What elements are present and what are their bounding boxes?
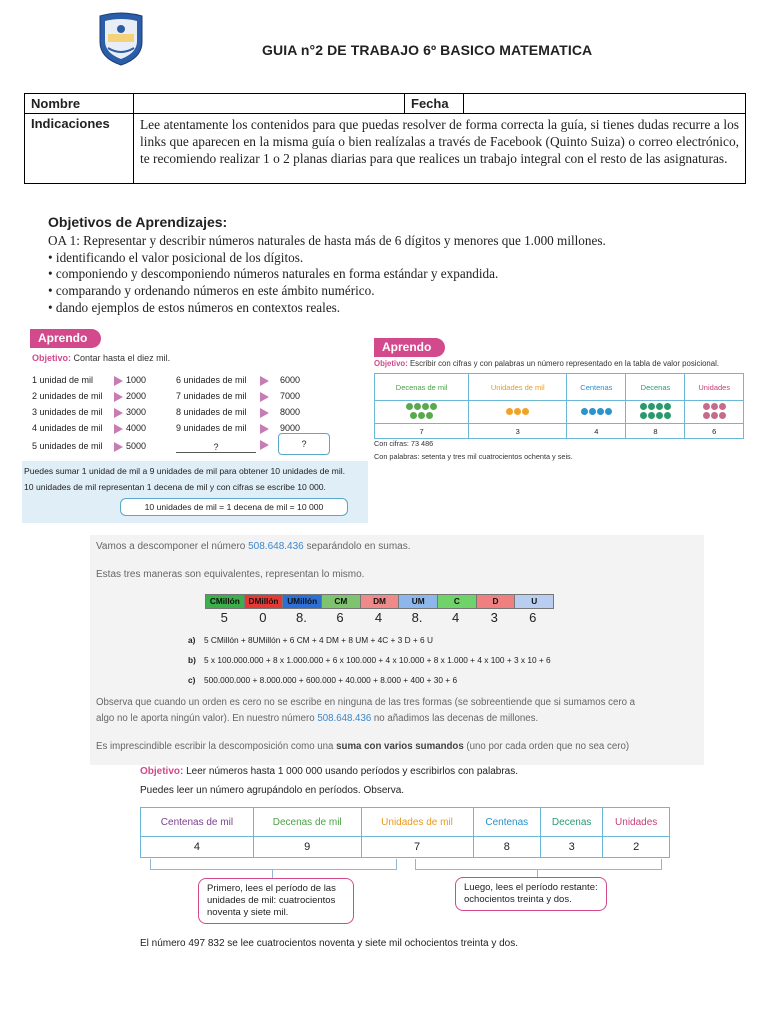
value-cell: 6: [685, 424, 744, 439]
imp-bold: suma con varios sumandos: [336, 741, 464, 752]
objetivo-text: Escribir con cifras y con palabras un número representado en la tabla de valor posicional.: [409, 359, 719, 368]
aprendo-panel-count-ten-thousand: [22, 326, 368, 523]
aprendo-panel-place-value: [370, 335, 746, 465]
pv-digit: 4: [452, 610, 460, 625]
header-unidades: Unidades: [685, 374, 744, 401]
pv-digit: 5: [220, 610, 228, 625]
count-label: 6 unidades de mil: [176, 375, 247, 385]
count-label: 3 unidades de mil: [32, 407, 103, 417]
place-value-header-bar: [205, 594, 554, 609]
counter-dot: [414, 403, 421, 410]
header-decenas: Decenas: [626, 374, 685, 401]
pv-digit: 4: [374, 610, 383, 625]
value-cell: 7: [375, 424, 469, 439]
count-label: 7 unidades de mil: [176, 391, 247, 401]
aprendo-badge: Aprendo: [374, 338, 445, 357]
question-box: ?: [278, 433, 330, 455]
objetivo-text: Leer números hasta 1 000 000 usando períodos y escribirlos con palabras.: [186, 766, 518, 777]
dots-cell: [567, 401, 626, 424]
count-value: 9000: [280, 423, 301, 433]
count-value: 4000: [126, 423, 147, 433]
counter-dot: [589, 408, 596, 415]
intro-text: separándolo en sumas.: [303, 541, 411, 552]
eq-text: 5 CMillón + 8UMillón + 6 CM + 4 DM + 8 UM + 4C + 3 D + 6 U: [204, 635, 433, 645]
school-crest-logo: [96, 12, 146, 66]
header-text: Unidades: [615, 816, 658, 828]
arrow-right-icon: [114, 376, 123, 386]
counter-dot: [711, 412, 718, 419]
count-label: 4 unidades de mil: [32, 423, 103, 433]
counter-dot: [410, 412, 417, 419]
header-text: Decenas: [551, 816, 592, 828]
pv-label: DMillón: [245, 595, 284, 608]
count-value: 3000: [126, 407, 147, 417]
objetivo-text: Contar hasta el diez mil.: [73, 353, 171, 363]
count-label: 1 unidad de mil: [32, 375, 94, 385]
con-palabras-text: Con palabras: setenta y tres mil cuatrocientos ochenta y seis.: [374, 452, 573, 461]
pv-label: U: [515, 595, 553, 608]
value-cell: 4: [141, 837, 254, 858]
equation-b: [188, 655, 551, 665]
count-label: 9 unidades de mil: [176, 423, 247, 433]
arrow-right-icon: [114, 408, 123, 418]
counter-dot: [581, 408, 588, 415]
counter-dot: [719, 403, 726, 410]
arrow-right-icon: [260, 440, 269, 450]
period-brace-left: [150, 859, 397, 870]
imp-text: Es imprescindible escribir la descomposición como una: [96, 741, 337, 752]
counter-dot: [656, 412, 663, 419]
header-text: Centenas de mil: [160, 816, 234, 828]
counter-dot: [656, 403, 663, 410]
eq-label: a): [188, 635, 196, 645]
objective-line: [374, 359, 719, 368]
arrow-right-icon: [260, 408, 269, 418]
pv-digit: 8.: [411, 610, 423, 625]
arrow-right-icon: [260, 376, 269, 386]
eq-label: c): [188, 675, 196, 685]
nombre-field[interactable]: [134, 94, 405, 114]
header-decenas-de-mil: [253, 808, 361, 837]
header-text: Centenas: [485, 816, 529, 828]
counter-dot: [605, 408, 612, 415]
objective-bullet: • comparando y ordenando números en este ámbito numérico.: [48, 283, 375, 299]
counter-dot: [640, 412, 647, 419]
counter-dot: [426, 412, 433, 419]
objetivo-label: Objetivo:: [140, 766, 184, 777]
pv-digit: 8.: [295, 610, 307, 625]
obs-text: no añadimos las decenas de millones.: [371, 713, 539, 724]
counter-dot: [597, 408, 604, 415]
connector-line: [537, 869, 538, 877]
counter-dot: [430, 403, 437, 410]
note-line: Puedes sumar 1 unidad de mil a 9 unidades de mil para obtener 10 unidades de mil.: [24, 466, 346, 476]
header-text: Unidades de mil: [381, 816, 453, 828]
obs-text: algo no le aporta ningún valor). En nuestro número: [96, 713, 318, 724]
periods-subtitle: Puedes leer un número agrupándolo en períodos. Observa.: [140, 785, 405, 796]
objectives-heading: Objetivos de Aprendizajes:: [48, 214, 228, 230]
question-blank: ?: [176, 443, 256, 453]
header-decenas-de-mil: Decenas de mil: [375, 374, 469, 401]
equivalence-text: Estas tres maneras son equivalentes, representan lo mismo.: [96, 569, 365, 580]
arrow-right-icon: [114, 424, 123, 434]
value-cell: 8: [473, 837, 540, 858]
counter-dot: [506, 408, 513, 415]
value-cell: 3: [469, 424, 567, 439]
count-value: 5000: [126, 441, 147, 451]
counter-dot: [664, 403, 671, 410]
value-cell: 7: [361, 837, 473, 858]
callout-first-period: Primero, lees el período de las unidades de mil: cuatrocientos noventa y siete mil.: [198, 878, 354, 924]
pv-label: CMillón: [206, 595, 245, 608]
dots-cell: [375, 401, 469, 424]
objetivo-label: Objetivo:: [32, 353, 72, 363]
decomposition-panel: [90, 535, 704, 765]
con-cifras-text: Con cifras: 73 486: [374, 439, 434, 448]
header-centenas: Centenas: [567, 374, 626, 401]
learning-objectives: [48, 214, 748, 317]
indicaciones-label: Indicaciones: [25, 114, 134, 184]
objective-bullet: • dando ejemplos de estos números en contextos reales.: [48, 299, 341, 315]
counter-dot: [711, 403, 718, 410]
pv-digit: 6: [336, 610, 344, 625]
value-cell: 3: [541, 837, 603, 858]
student-info-table: [24, 93, 746, 184]
count-value: 7000: [280, 391, 301, 401]
dots-cell: [685, 401, 744, 424]
callout-second-period: Luego, lees el período restante: ochocientos treinta y dos.: [455, 877, 607, 911]
pv-digit: 6: [529, 610, 537, 625]
arrow-right-icon: [114, 392, 123, 402]
counter-dot: [719, 412, 726, 419]
objective-line: [140, 766, 518, 777]
pv-label: CM: [322, 595, 361, 608]
pv-digit: 0: [259, 610, 267, 625]
header-unidades-de-mil: [361, 808, 473, 837]
counter-dot: [703, 403, 710, 410]
header-text: Decenas de mil: [272, 816, 342, 828]
indicaciones-text: Lee atentamente los contenidos para que puedas resolver de forma correcta la guía, si tienes dudas recurre a los links que aparecen en la misma guía o bien realízalas a través de Facebook (Quinto Suiza) o correo electrónico, te recomiendo realizar 1 o 2 planas diarias para que realices un trabajo integral con el resto de las asignaturas.: [134, 114, 746, 184]
place-value-digits: [205, 610, 552, 625]
value-cell: 2: [603, 837, 670, 858]
objective-bullet: • identificando el valor posicional de los dígitos.: [48, 249, 304, 265]
nombre-label: Nombre: [25, 94, 134, 114]
fecha-label: Fecha: [405, 94, 464, 114]
pv-digit: 3: [490, 610, 498, 625]
count-value: 1000: [126, 375, 147, 385]
note-line: 10 unidades de mil representan 1 decena de mil y con cifras se escribe 10 000.: [24, 482, 326, 492]
pv-label: UM: [399, 595, 438, 608]
eq-label: b): [188, 655, 196, 665]
periods-table: [140, 807, 670, 858]
page-title: GUIA n°2 DE TRABAJO 6º BASICO MATEMATICA: [262, 42, 593, 58]
pv-label: D: [477, 595, 516, 608]
observation-line1: Observa que cuando un orden es cero no se escribe en ninguna de las tres formas (se sobreentiende que si sumamos cero a: [96, 697, 636, 708]
highlighted-number: 508.648.436: [317, 713, 372, 724]
eq-text: 5 x 100.000.000 + 8 x 1.000.000 + 6 x 100.000 + 4 x 10.000 + 8 x 1.000 + 4 x 100 + 3 x 10 + 6: [204, 655, 551, 665]
count-value: 8000: [280, 407, 301, 417]
imprescindible-line: [96, 741, 629, 752]
arrow-right-icon: [260, 392, 269, 402]
counter-dot: [406, 403, 413, 410]
fecha-field[interactable]: [464, 94, 746, 114]
equation-c: [188, 675, 457, 685]
counter-dot: [522, 408, 529, 415]
count-value: 2000: [126, 391, 147, 401]
note-equation-box: 10 unidades de mil = 1 decena de mil = 10 000: [120, 498, 348, 516]
count-label: 5 unidades de mil: [32, 441, 103, 451]
counter-dot: [514, 408, 521, 415]
period-brace-right: [415, 859, 662, 870]
final-reading-sentence: El número 497 832 se lee cuatrocientos noventa y siete mil ochocientos treinta y dos.: [140, 938, 518, 949]
counter-dot: [648, 403, 655, 410]
value-cell: 8: [626, 424, 685, 439]
counter-dot: [422, 403, 429, 410]
counter-dot: [418, 412, 425, 419]
counter-dot: [664, 412, 671, 419]
counter-dot: [640, 403, 647, 410]
eq-text: 500.000.000 + 8.000.000 + 600.000 + 40.000 + 8.000 + 400 + 30 + 6: [204, 675, 458, 685]
header-centenas-de-mil: [141, 808, 254, 837]
count-label: 8 unidades de mil: [176, 407, 247, 417]
header-centenas: [473, 808, 540, 837]
pv-label: C: [438, 595, 477, 608]
decompose-intro: [96, 541, 410, 552]
header-unidades: [603, 808, 670, 837]
aprendo-badge: Aprendo: [30, 329, 101, 348]
header-unidades-de-mil: Unidades de mil: [469, 374, 567, 401]
value-cell: 9: [253, 837, 361, 858]
dots-cell: [626, 401, 685, 424]
value-cell: 4: [567, 424, 626, 439]
header-decenas: [541, 808, 603, 837]
count-label: 2 unidades de mil: [32, 391, 103, 401]
arrow-right-icon: [260, 424, 269, 434]
imp-text: (uno por cada orden que no sea cero): [463, 741, 630, 752]
objective-bullet: • componiendo y descomponiendo números naturales en forma estándar y expandida.: [48, 266, 499, 282]
highlighted-number: 508.648.436: [248, 541, 304, 552]
count-value: 6000: [280, 375, 301, 385]
reading-periods-panel: [135, 764, 675, 959]
objective-oa1: OA 1: Representar y describir números naturales de hasta más de 6 dígitos y menores que 1.000 millones.: [48, 232, 606, 248]
counter-dot: [703, 412, 710, 419]
pv-label: DM: [361, 595, 400, 608]
dots-cell: [469, 401, 567, 424]
counter-dot: [648, 412, 655, 419]
place-value-table: [374, 373, 744, 439]
intro-text: Vamos a descomponer el número: [96, 541, 249, 552]
objetivo-label: Objetivo:: [374, 359, 408, 368]
arrow-right-icon: [114, 442, 123, 452]
objective-line: [32, 353, 170, 363]
equation-a: [188, 635, 433, 645]
pv-label: UMillón: [283, 595, 322, 608]
observation-line2: [96, 713, 538, 724]
